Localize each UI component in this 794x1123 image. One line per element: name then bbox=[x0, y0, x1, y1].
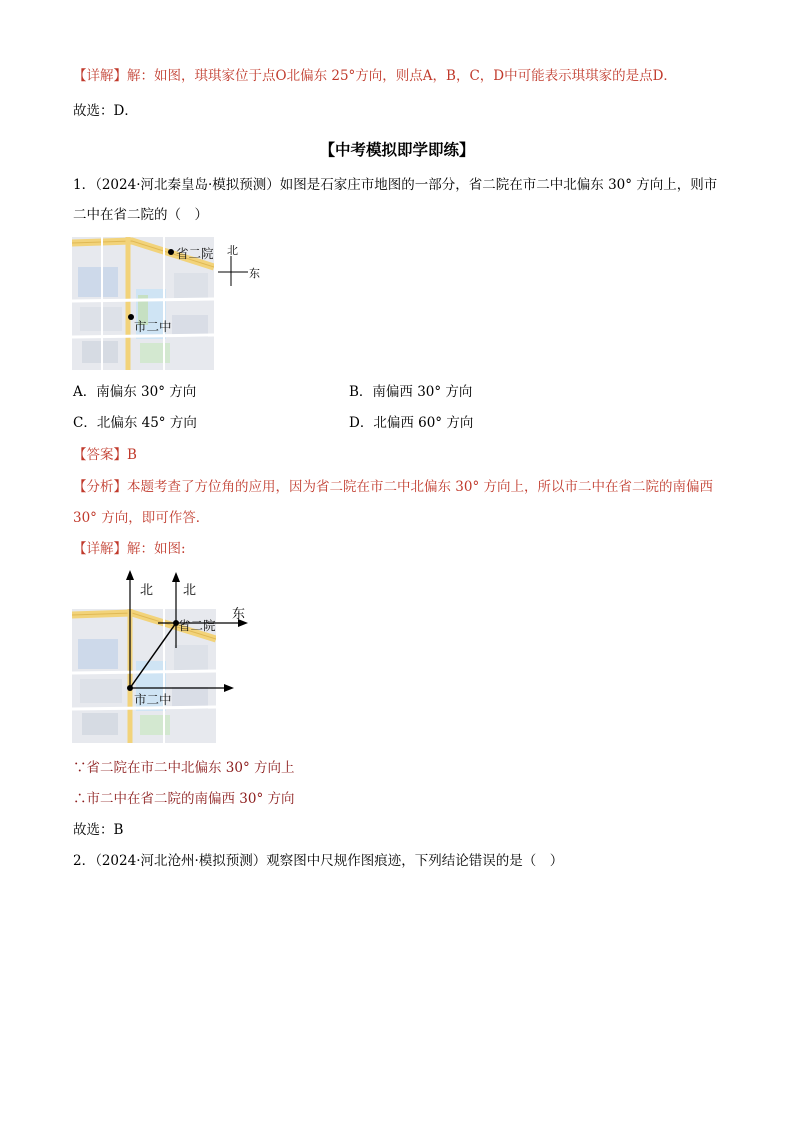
compass-north-label: 北 bbox=[227, 244, 238, 257]
analysis-line2: 30° 方向，即可作答． bbox=[73, 510, 210, 526]
detail-tag: 【详解】 bbox=[73, 68, 127, 84]
compass-east-label: 东 bbox=[249, 267, 260, 280]
top-detail-line bbox=[73, 66, 677, 86]
answer-value: B bbox=[127, 447, 137, 463]
north-arrow-2-icon bbox=[172, 572, 180, 582]
q2-stem-line1: 2．（2024·河北沧州·模拟预测）观察图中尺规作图痕迹，下列结论错误的是（ ） bbox=[73, 853, 564, 869]
therefore-line: ∴市二中在省二院的南偏西 30° 方向 bbox=[73, 791, 295, 807]
option-a: A．南偏东 30° 方向 bbox=[73, 384, 197, 400]
north-label-2: 北 bbox=[183, 583, 197, 598]
answer-line bbox=[73, 445, 137, 465]
option-d: D．北偏西 60° 方向 bbox=[349, 415, 474, 431]
top-detail-text: 解：如图，琪琪家位于点O北偏东 25°方向，则点A，B，C，D中可能表示琪琪家的是点D． bbox=[127, 68, 677, 84]
school-point-2 bbox=[127, 685, 133, 691]
school-label-2: 市二中 bbox=[134, 692, 172, 707]
direction-construction bbox=[60, 568, 260, 703]
analysis-line1 bbox=[73, 477, 713, 497]
answer-tag: 【答案】 bbox=[73, 447, 127, 463]
map-figure-1 bbox=[72, 237, 214, 370]
analysis-tag: 【分析】 bbox=[73, 479, 127, 495]
detail-line bbox=[73, 539, 186, 559]
top-choice: 故选：D． bbox=[73, 103, 138, 119]
q1-choice: 故选：B bbox=[73, 822, 124, 838]
because-line: ∵省二院在市二中北偏东 30° 方向上 bbox=[73, 760, 295, 776]
east-arrow-1-icon bbox=[224, 684, 234, 692]
hospital-label-2: 省二院 bbox=[178, 618, 216, 633]
east-label: 东 bbox=[232, 607, 246, 622]
q1-stem-line1: 1．（2024·河北秦皇岛·模拟预测）如图是石家庄市地图的一部分，省二院在市二中北偏东 30° 方向上，则市 bbox=[73, 177, 718, 193]
hospital-label: 省二院 bbox=[176, 246, 214, 261]
north-arrow-1-icon bbox=[126, 570, 134, 580]
detail-tag-2: 【详解】 bbox=[73, 541, 127, 557]
q1-stem-line2: 二中在省二院的（ ） bbox=[73, 207, 208, 223]
option-c: C．北偏东 45° 方向 bbox=[73, 415, 197, 431]
analysis-text1: 本题考查了方位角的应用，因为省二院在市二中北偏东 30° 方向上，所以市二中在省二院的南偏西 bbox=[127, 479, 714, 495]
option-b: B．南偏西 30° 方向 bbox=[349, 384, 473, 400]
school-label: 市二中 bbox=[134, 319, 172, 334]
section-title: 【中考模拟即学即练】 bbox=[319, 141, 475, 159]
detail-text: 解：如图: bbox=[127, 541, 186, 557]
hospital-point bbox=[168, 249, 174, 255]
north-label-1: 北 bbox=[140, 583, 154, 598]
